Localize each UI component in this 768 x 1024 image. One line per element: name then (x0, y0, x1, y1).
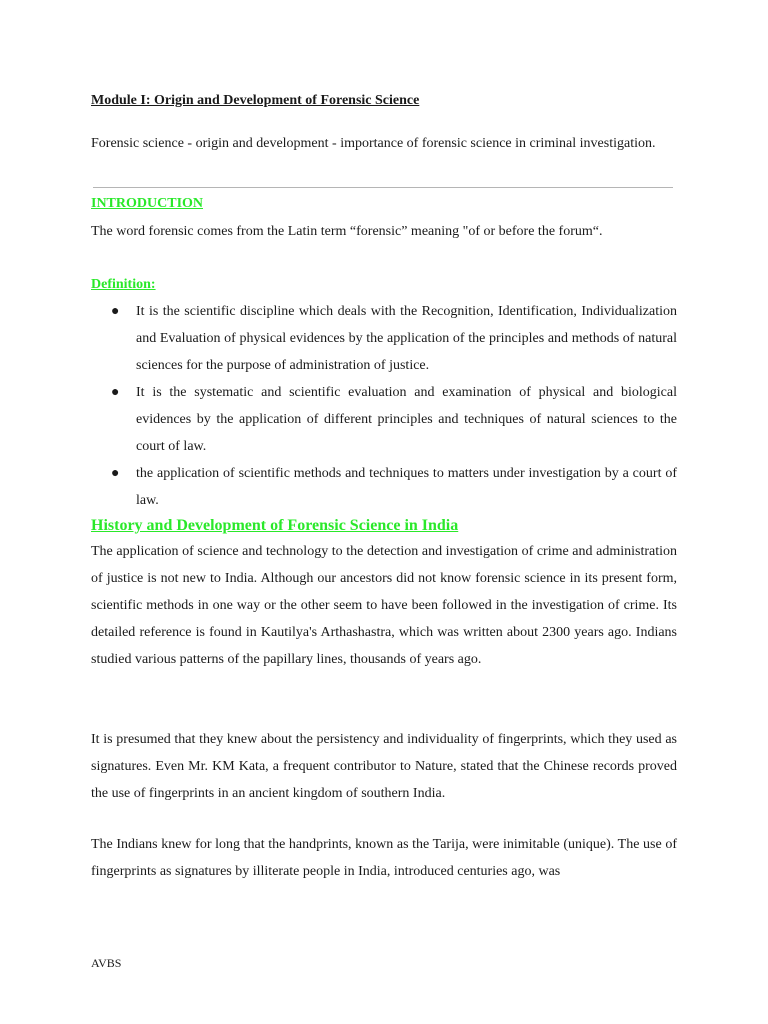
list-item (108, 298, 677, 379)
introduction-text: The word forensic comes from the Latin term “forensic” meaning "of or before the forum“. (91, 224, 603, 239)
definition-text: It is the scientific discipline which deals with the Recognition, Identification, Individualization and Evaluation of physical evidences by the application of the principles and methods of natural sciences for the purpose of administration of justice. (136, 304, 677, 373)
history-heading: History and Development of Forensic Science in India (91, 517, 459, 534)
history-paragraph: The application of science and technology to the detection and investigation of crime and administration of justice is not new to India. Although our ancestors did not know forensic science in its present form, scientific methods in one way or the other seem to have been followed in the investigation of crime. Its detailed reference is found in Kautilya's Arthashastra, which was written about 2300 years ago. Indians studied various patterns of the papillary lines, thousands of years ago. (91, 544, 677, 667)
bullet-icon: ● (111, 385, 120, 400)
definition-text: It is the systematic and scientific evaluation and examination of physical and biological evidences by the application of different principles and techniques of natural sciences to the court of law. (136, 385, 677, 454)
bullet-icon: ● (111, 304, 120, 319)
page-footer: AVBS (91, 956, 122, 970)
horizontal-rule (93, 187, 673, 188)
introduction-heading: INTRODUCTION (91, 196, 204, 211)
bullet-icon: ● (111, 466, 120, 481)
definition-list (108, 298, 677, 514)
definition-heading: Definition: (91, 277, 156, 292)
history-paragraph: The Indians knew for long that the handprints, known as the Tarija, were inimitable (unique). The use of fingerprints as signatures by illiterate people in India, introduced centuries ago, was (91, 837, 677, 879)
list-item (108, 379, 677, 460)
history-paragraph: It is presumed that they knew about the persistency and individuality of fingerprints, which they used as signatures. Even Mr. KM Kata, a frequent contributor to Nature, stated that the Chinese records proved the use of fingerprints in an ancient kingdom of southern India. (91, 732, 677, 801)
list-item (108, 460, 677, 514)
module-title: Module I: Origin and Development of Forensic Science (91, 93, 420, 108)
module-subtitle: Forensic science - origin and development - importance of forensic science in criminal investigation. (91, 136, 656, 151)
definition-text: the application of scientific methods and techniques to matters under investigation by a court of law. (136, 466, 677, 508)
